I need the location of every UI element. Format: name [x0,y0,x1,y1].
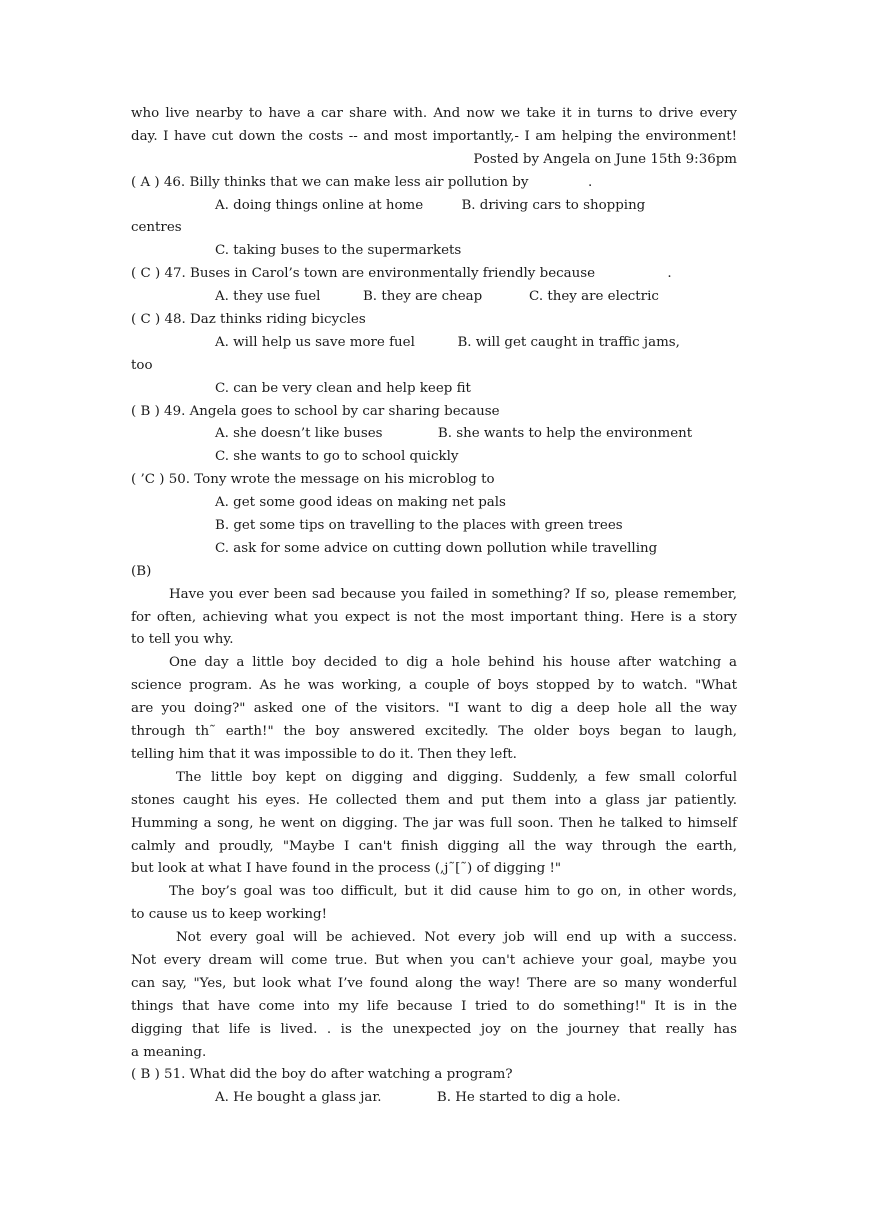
text-line: digging that life is lived. . is the unexpected joy on the journey that really has [131,1021,737,1037]
text-line: Posted by Angela on June 15th 9:36pm [473,151,737,167]
text-line: science program. As he was working, a couple of boys stopped by to watch. "What [131,678,737,694]
document-page [131,103,737,1110]
text-line: Not every dream will come true. But when you can't achieve your goal, maybe you [131,952,737,968]
text-line: C. she wants to go to school quickly [215,449,459,465]
text-line: centres [131,220,182,236]
text-line: B. get some tips on travelling to the places with green trees [215,518,623,534]
text-line: day. I have cut down the costs -- and most importantly,- I am helping the environment! [131,128,737,144]
text-line: The little boy kept on digging and digging. Suddenly, a few small colorful [176,769,737,785]
text-line: can say, "Yes, but look what I’ve found along the way! There are so many wonderful [131,975,737,991]
text-line: The boy’s goal was too difficult, but it did cause him to go on, in other words, [169,884,737,900]
text-line: A. they use fuel B. they are cheap C. they are electric [215,289,659,305]
text-line: things that have come into my life because I tried to do something!" It is in the [131,998,737,1014]
text-line: who live nearby to have a car share with. And now we take it in turns to drive every [131,106,737,121]
text-line: C. can be very clean and help keep fit [215,380,471,396]
text-line: a meaning. [131,1044,207,1060]
text-line: ( B ) 49. Angela goes to school by car sharing because [131,403,500,419]
text-line: A. will help us save more fuel B. will get caught in traffic jams, [215,334,680,350]
text-line: A. she doesn’t like buses B. she wants to help the environment [215,426,693,442]
text-line: ( A ) 46. Billy thinks that we can make less air pollution by . [131,174,593,190]
text-line: too [131,357,153,373]
text-line: for often, achieving what you expect is not the most important thing. Here is a story [131,609,737,625]
text-line: calmly and proudly, "Maybe I can't finish digging all the way through the earth, [131,838,737,854]
text-line: through th˜ earth!" the boy answered excitedly. The older boys began to laugh, [131,724,737,740]
text-line: but look at what I have found in the process (,j˜[˜) of digging !" [131,861,562,877]
text-line: are you doing?" asked one of the visitors. "I want to dig a deep hole all the way [131,701,737,717]
text-line: C. ask for some advice on cutting down pollution while travelling [215,540,658,556]
text-line: (B) [131,563,152,579]
text-line: ( ’C ) 50. Tony wrote the message on his microblog to [131,472,495,488]
text-line: Humming a song, he went on digging. The jar was full soon. Then he talked to himself [131,815,737,831]
text-line: A. doing things online at home B. driving cars to shopping [215,197,646,213]
text-line: telling him that it was impossible to do it. Then they left. [131,746,517,762]
text-line: to cause us to keep working! [131,907,328,923]
text-line: Not every goal will be achieved. Not every job will end up with a success. [176,930,737,946]
text-line: stones caught his eyes. He collected them and put them into a glass jar patiently. [131,792,737,808]
text-line: C. taking buses to the supermarkets [215,243,462,259]
text-line: to tell you why. [131,632,234,648]
text-line: Have you ever been sad because you failed in something? If so, please remember, [169,586,737,602]
text-line: A. He bought a glass jar. B. He started to dig a hole. [215,1090,621,1106]
text-line: ( B ) 51. What did the boy do after watching a program? [131,1067,513,1083]
text-line: One day a little boy decided to dig a hole behind his house after watching a [169,655,737,671]
text-line: ( C ) 47. Buses in Carol’s town are environmentally friendly because . [131,266,672,282]
text-line: A. get some good ideas on making net pals [215,495,506,511]
text-line: ( C ) 48. Daz thinks riding bicycles [131,312,366,328]
